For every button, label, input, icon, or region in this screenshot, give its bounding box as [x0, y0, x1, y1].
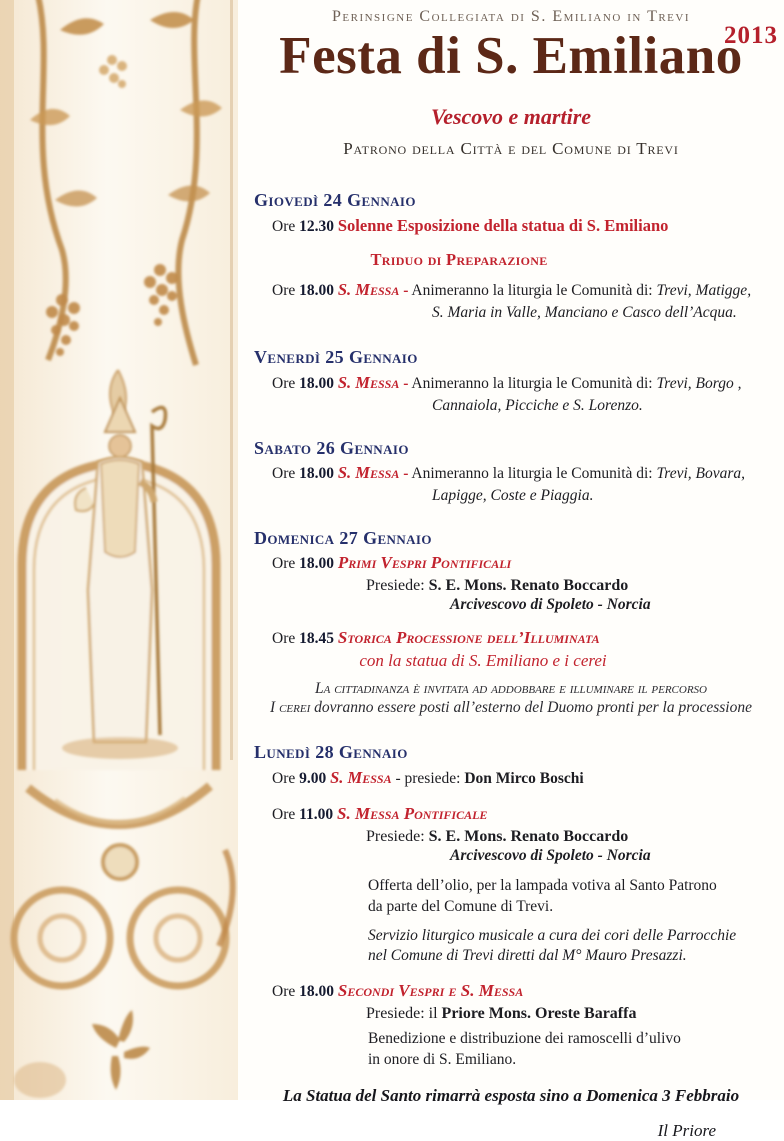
ore-label: Ore: [272, 630, 296, 648]
fresco-column: [0, 0, 238, 1100]
processione-line: [272, 627, 776, 650]
cerei-notice-caps: I cerei: [270, 699, 311, 717]
section-saturday: [246, 437, 776, 507]
dash-separator: -: [403, 282, 409, 300]
time-value: 9.00: [299, 769, 327, 787]
communities-line2: S. Maria in Valle, Manciano e Casco dell’Acqua.: [432, 304, 737, 322]
communities-line1: Trevi, Matigge,: [656, 282, 752, 300]
time-value: 18.00: [299, 983, 334, 1001]
chasuble: [101, 460, 139, 557]
processione-title: Storica Processione dell’Illuminata: [337, 628, 600, 648]
processione-subtitle: con la statua di S. Emiliano e i cerei: [359, 651, 607, 671]
liturgy-intro: Animeranno la liturgia le Comunità di:: [411, 282, 653, 300]
ore-label: Ore: [272, 282, 296, 300]
time-value: 18.00: [299, 465, 334, 483]
event-title: Solenne Esposizione della statua di S. Emiliano: [337, 215, 669, 235]
ore-label: Ore: [272, 555, 296, 573]
time-value: 18.00: [299, 282, 334, 300]
secondi-vespri-title: Secondi Vespri e S. Messa: [337, 981, 524, 1001]
title-block: [246, 22, 778, 92]
section-thursday: [246, 189, 776, 324]
day-header-thursday: Giovedì 24 Gennaio: [254, 190, 416, 210]
benedizione-line2: in onore di S. Emiliano.: [368, 1051, 517, 1069]
presiede-label: Presiede:: [366, 827, 425, 845]
collegiata-line: Perinsigne Collegiata di S. Emiliano in Trevi: [331, 8, 691, 25]
day-header-sunday: Domenica 27 Gennaio: [254, 527, 432, 548]
messa-title: S. Messa: [337, 280, 400, 300]
ore-label: Ore: [272, 465, 296, 483]
servizio-line1: Servizio liturgico musicale a cura dei cori delle Parrocchie: [368, 926, 737, 944]
day-header-monday: Lunedì 28 Gennaio: [254, 742, 408, 763]
section-sunday: [246, 527, 776, 717]
messa9-line: [272, 767, 776, 790]
messa-line-thursday: [272, 279, 776, 302]
time-value: 18.45: [299, 630, 334, 648]
offerta-line2: da parte del Comune di Trevi.: [368, 897, 554, 915]
triduo-heading: Triduo di Preparazione: [370, 250, 548, 270]
presiede-name: S. E. Mons. Renato Boccardo: [428, 577, 629, 595]
day-header-saturday: Sabato 26 Gennaio: [254, 437, 409, 458]
messa-line-saturday: [272, 462, 776, 485]
section-monday: [246, 741, 776, 1071]
signature-il-priore: Il Priore: [657, 1121, 716, 1141]
vespri18-line: [272, 980, 776, 1003]
time-value: 11.00: [299, 805, 334, 823]
presiede-label: presiede:: [404, 769, 461, 787]
cerei-notice: [246, 699, 776, 717]
exposition-line: [272, 215, 776, 238]
presiede-line: [366, 828, 776, 846]
communities-line1: Trevi, Bovara,: [656, 465, 746, 483]
day-header-friday: Venerdì 25 Gennaio: [254, 347, 418, 368]
messa-title: S. Messa: [337, 463, 400, 483]
dash-separator: -: [403, 465, 409, 483]
citizens-notice: La cittadinanza è invitata ad addobbare e illuminare il percorso: [315, 680, 707, 698]
communities-line2: Cannaiola, Picciche e S. Lorenzo.: [432, 396, 643, 414]
fresco-right-edge: [230, 0, 233, 760]
poster-content: [238, 0, 784, 1141]
servizio-paragraph: [368, 926, 776, 968]
ore-label: Ore: [272, 217, 296, 235]
liturgy-intro: Animeranno la liturgia le Comunità di:: [411, 465, 653, 483]
saint-base: [62, 737, 178, 759]
ore-label: Ore: [272, 374, 296, 392]
presiede-title: Arcivescovo di Spoleto - Norcia: [450, 596, 651, 614]
ore-label: Ore: [272, 983, 296, 1001]
presiede-name: Priore Mons. Oreste Baraffa: [441, 1005, 637, 1023]
section-friday: [246, 346, 776, 416]
vespri-line: [272, 552, 776, 575]
presiede-label: Presiede:: [366, 577, 425, 595]
statue-notice: La Statua del Santo rimarrà esposta sino a Domenica 3 Febbraio: [282, 1086, 740, 1106]
time-value: 18.00: [299, 555, 334, 573]
offerta-line1: Offerta dell’olio, per la lampada votiva al Santo Patrono: [368, 876, 717, 894]
saint-head: [109, 435, 131, 457]
presiede-title: Arcivescovo di Spoleto - Norcia: [450, 846, 651, 864]
ore-label: Ore: [272, 805, 296, 823]
presiede-line: [366, 577, 776, 595]
patron-line: Patrono della Città e del Comune di Trevi: [343, 139, 679, 158]
poster-title: Festa di S. Emiliano: [279, 27, 743, 85]
dash-separator: -: [395, 769, 401, 787]
presiede-label: Presiede: il: [366, 1005, 438, 1023]
servizio-line2: nel Comune di Trevi diretti dal M° Mauro Presazzi.: [368, 947, 687, 965]
messa11-line: [272, 803, 776, 826]
presiede-name: S. E. Mons. Renato Boccardo: [428, 827, 629, 845]
presiede-line: [366, 1005, 776, 1023]
communities-line2: Lapigge, Coste e Piaggia.: [432, 487, 594, 505]
poster-year: 2013: [724, 22, 778, 49]
saint-fresco-image: [0, 0, 238, 1100]
cerei-notice-rest: dovranno essere posti all’esterno del Duomo pronti per la processione: [314, 699, 752, 717]
messa-pontificale-title: S. Messa Pontificale: [337, 803, 488, 823]
communities-line1: Trevi, Borgo ,: [656, 374, 742, 392]
benedizione-paragraph: [368, 1029, 776, 1071]
offerta-paragraph: [368, 876, 776, 918]
messa-line-friday: [272, 372, 776, 395]
benedizione-line1: Benedizione e distribuzione dei ramoscelli d’ulivo: [368, 1030, 681, 1048]
poster-subtitle: Vescovo e martire: [430, 104, 592, 129]
dash-separator: -: [403, 374, 409, 392]
celebrant-name: Don Mirco Boschi: [464, 769, 584, 787]
ore-label: Ore: [272, 769, 296, 787]
messa-title: S. Messa: [337, 372, 400, 392]
time-value: 18.00: [299, 374, 334, 392]
vespri-title: Primi Vespri Pontificali: [337, 553, 512, 573]
liturgy-intro: Animeranno la liturgia le Comunità di:: [411, 374, 653, 392]
messa-title: S. Messa: [330, 767, 392, 787]
time-value: 12.30: [299, 217, 334, 235]
